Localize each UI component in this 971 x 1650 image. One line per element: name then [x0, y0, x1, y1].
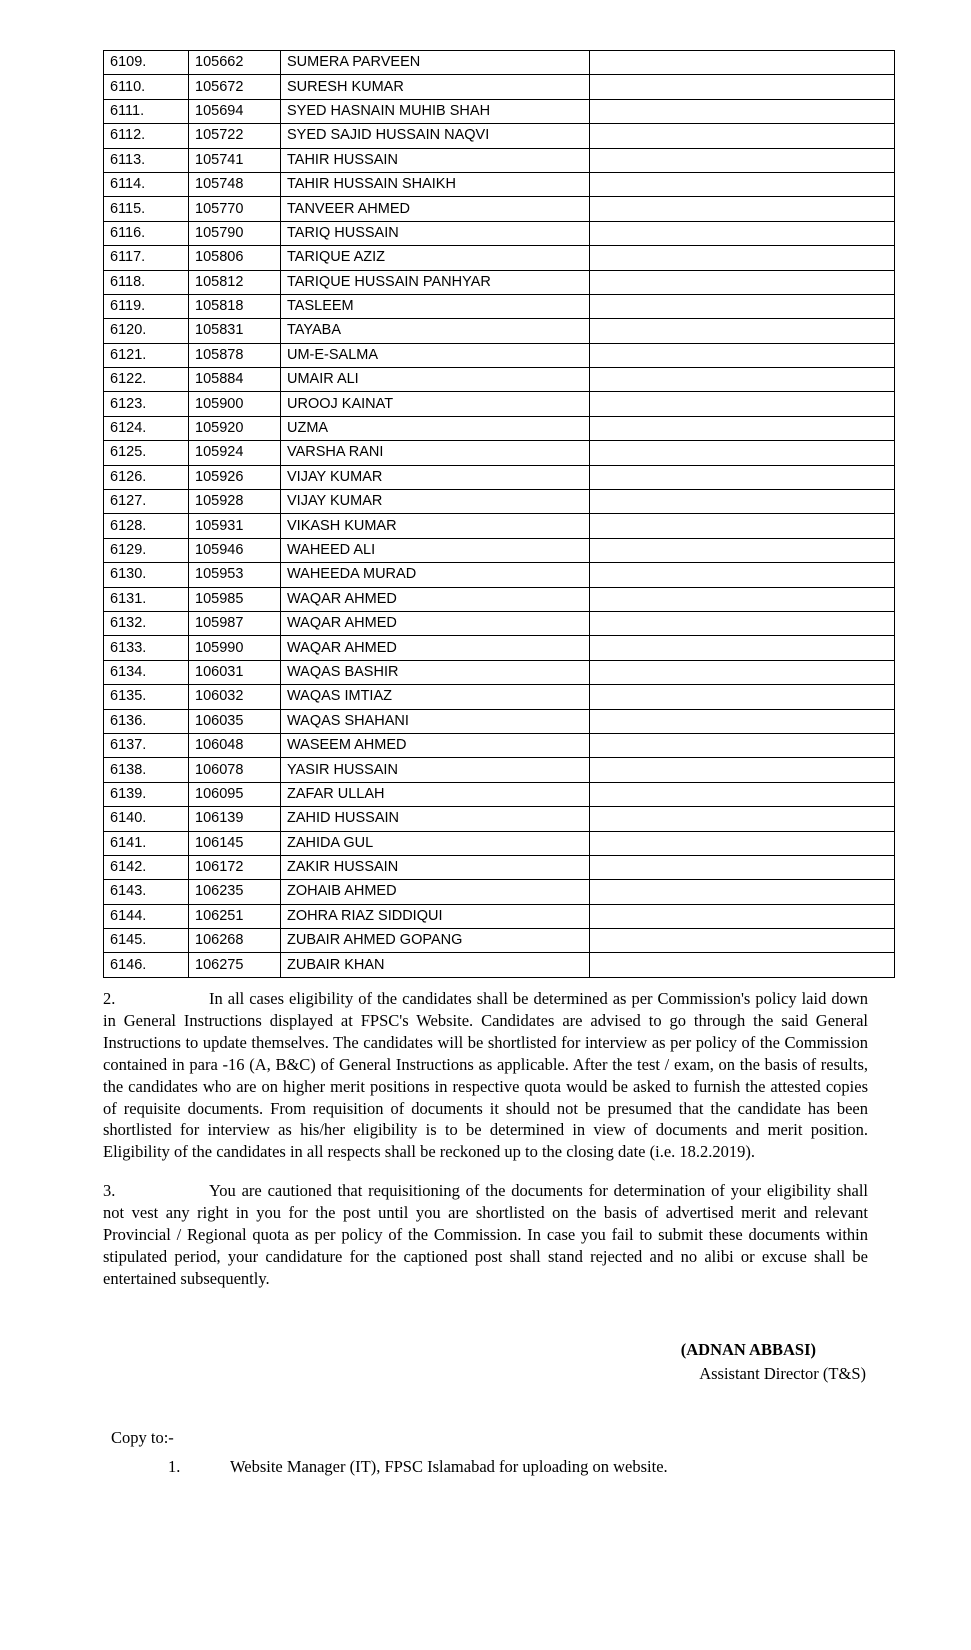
- table-row: [104, 270, 895, 294]
- cell-serial-number: 6145.: [104, 929, 189, 953]
- cell-roll-number: 105924: [189, 441, 281, 465]
- cell-serial-number: 6137.: [104, 733, 189, 757]
- cell-remarks: [590, 392, 895, 416]
- copy-to-heading: Copy to:-: [111, 1427, 174, 1447]
- cell-serial-number: 6121.: [104, 343, 189, 367]
- cell-roll-number: 106268: [189, 929, 281, 953]
- cell-serial-number: 6116.: [104, 221, 189, 245]
- cell-remarks: [590, 148, 895, 172]
- cell-roll-number: 105806: [189, 246, 281, 270]
- cell-roll-number: 105920: [189, 416, 281, 440]
- cell-remarks: [590, 880, 895, 904]
- cell-serial-number: 6109.: [104, 51, 189, 75]
- cell-remarks: [590, 99, 895, 123]
- cell-serial-number: 6111.: [104, 99, 189, 123]
- cell-roll-number: 105790: [189, 221, 281, 245]
- cell-candidate-name: WAHEEDA MURAD: [281, 563, 590, 587]
- cell-remarks: [590, 587, 895, 611]
- copy-to-item-index: 1.: [168, 1456, 181, 1476]
- cell-candidate-name: TANVEER AHMED: [281, 197, 590, 221]
- cell-roll-number: 105748: [189, 172, 281, 196]
- cell-remarks: [590, 221, 895, 245]
- cell-roll-number: 105884: [189, 368, 281, 392]
- cell-serial-number: 6112.: [104, 124, 189, 148]
- cell-serial-number: 6113.: [104, 148, 189, 172]
- cell-serial-number: 6118.: [104, 270, 189, 294]
- cell-roll-number: 105672: [189, 75, 281, 99]
- cell-serial-number: 6139.: [104, 782, 189, 806]
- cell-candidate-name: WASEEM AHMED: [281, 733, 590, 757]
- cell-remarks: [590, 246, 895, 270]
- cell-serial-number: 6126.: [104, 465, 189, 489]
- cell-roll-number: 105741: [189, 148, 281, 172]
- table-row: [104, 465, 895, 489]
- cell-candidate-name: UM-E-SALMA: [281, 343, 590, 367]
- table-row: [104, 904, 895, 928]
- cell-remarks: [590, 368, 895, 392]
- cell-candidate-name: SUMERA PARVEEN: [281, 51, 590, 75]
- cell-serial-number: 6120.: [104, 319, 189, 343]
- cell-roll-number: 106275: [189, 953, 281, 977]
- cell-candidate-name: UMAIR ALI: [281, 368, 590, 392]
- cell-roll-number: 105953: [189, 563, 281, 587]
- cell-roll-number: 105928: [189, 490, 281, 514]
- cell-candidate-name: TAYABA: [281, 319, 590, 343]
- cell-roll-number: 105990: [189, 636, 281, 660]
- cell-roll-number: 105722: [189, 124, 281, 148]
- table-row: [104, 660, 895, 684]
- cell-candidate-name: WAQAS BASHIR: [281, 660, 590, 684]
- cell-remarks: [590, 782, 895, 806]
- table-row: [104, 611, 895, 635]
- cell-roll-number: 106078: [189, 758, 281, 782]
- cell-serial-number: 6128.: [104, 514, 189, 538]
- cell-candidate-name: ZAKIR HUSSAIN: [281, 855, 590, 879]
- cell-remarks: [590, 904, 895, 928]
- cell-serial-number: 6117.: [104, 246, 189, 270]
- table-row: [104, 733, 895, 757]
- cell-roll-number: 105926: [189, 465, 281, 489]
- cell-serial-number: 6132.: [104, 611, 189, 635]
- table-row: [104, 294, 895, 318]
- cell-roll-number: 105900: [189, 392, 281, 416]
- cell-roll-number: 105946: [189, 538, 281, 562]
- cell-candidate-name: WAQAR AHMED: [281, 587, 590, 611]
- cell-roll-number: 105694: [189, 99, 281, 123]
- table-row: [104, 636, 895, 660]
- paragraph-2-number: 2.: [103, 988, 116, 1008]
- cell-serial-number: 6144.: [104, 904, 189, 928]
- cell-roll-number: 105770: [189, 197, 281, 221]
- table-row: [104, 929, 895, 953]
- table-row: [104, 392, 895, 416]
- cell-serial-number: 6143.: [104, 880, 189, 904]
- cell-candidate-name: UZMA: [281, 416, 590, 440]
- cell-roll-number: 106172: [189, 855, 281, 879]
- signatory-designation: Assistant Director (T&S): [699, 1363, 866, 1383]
- cell-serial-number: 6130.: [104, 563, 189, 587]
- table-row: [104, 246, 895, 270]
- table-row: [104, 172, 895, 196]
- document-content: [103, 50, 871, 1479]
- cell-roll-number: 106145: [189, 831, 281, 855]
- cell-roll-number: 106251: [189, 904, 281, 928]
- cell-candidate-name: TAHIR HUSSAIN: [281, 148, 590, 172]
- table-row: [104, 490, 895, 514]
- cell-serial-number: 6124.: [104, 416, 189, 440]
- cell-candidate-name: UROOJ KAINAT: [281, 392, 590, 416]
- table-row: [104, 880, 895, 904]
- table-row: [104, 855, 895, 879]
- table-row: [104, 416, 895, 440]
- cell-serial-number: 6110.: [104, 75, 189, 99]
- cell-remarks: [590, 733, 895, 757]
- cell-remarks: [590, 172, 895, 196]
- cell-remarks: [590, 758, 895, 782]
- table-row: [104, 99, 895, 123]
- cell-roll-number: 106035: [189, 709, 281, 733]
- cell-roll-number: 105878: [189, 343, 281, 367]
- cell-remarks: [590, 611, 895, 635]
- cell-candidate-name: VARSHA RANI: [281, 441, 590, 465]
- cell-candidate-name: TARIQ HUSSAIN: [281, 221, 590, 245]
- signatory-name: (ADNAN ABBASI): [680, 1340, 816, 1360]
- table-row: [104, 197, 895, 221]
- cell-roll-number: 105987: [189, 611, 281, 635]
- cell-serial-number: 6123.: [104, 392, 189, 416]
- cell-remarks: [590, 709, 895, 733]
- cell-remarks: [590, 343, 895, 367]
- table-row: [104, 514, 895, 538]
- cell-serial-number: 6119.: [104, 294, 189, 318]
- table-row: [104, 831, 895, 855]
- paragraph-2-text: In all cases eligibility of the candidates shall be determined as per Commission's policy laid down in General Instructions displayed at FPSC's Website. Candidates are advised to go through the said General Instructions to update themselves. The candidates will be shortlisted for interview as per policy of the Commission contained in para -16 (A, B&C) of General Instructions as applicable. After the test / exam, on the basis of results, the candidates who are on higher merit positions in respective quota would be asked to furnish the attested copies of requisite documents. From requisition of documents it should not be presumed that the candidate has been shortlisted for interview as his/her eligibility is to be determined in view of documents and merit position. Eligibility of the candidates in all respects shall be reckoned up to the closing date (i.e. 18.2.2019).: [103, 988, 868, 1162]
- table-row: [104, 587, 895, 611]
- cell-roll-number: 106032: [189, 685, 281, 709]
- cell-roll-number: 105831: [189, 319, 281, 343]
- cell-candidate-name: ZAHIDA GUL: [281, 831, 590, 855]
- cell-remarks: [590, 75, 895, 99]
- paragraph-3-number: 3.: [103, 1181, 116, 1201]
- cell-candidate-name: YASIR HUSSAIN: [281, 758, 590, 782]
- cell-serial-number: 6122.: [104, 368, 189, 392]
- cell-candidate-name: TARIQUE AZIZ: [281, 246, 590, 270]
- cell-candidate-name: TARIQUE HUSSAIN PANHYAR: [281, 270, 590, 294]
- paragraph-3-text: You are cautioned that requisitioning of the documents for determination of your eligibility shall not vest any right in you for the post until you are shortlisted on the basis of advertised merit and relevant Provincial / Regional quota as per policy of the Commission. In case you fail to submit these documents within stipulated period, your candidature for the captioned post shall stand rejected and no alibi or excuse shall be entertained subsequently.: [103, 1181, 868, 1289]
- copy-to-block: [103, 1426, 868, 1480]
- cell-roll-number: 105662: [189, 51, 281, 75]
- cell-serial-number: 6115.: [104, 197, 189, 221]
- cell-roll-number: 105931: [189, 514, 281, 538]
- cell-remarks: [590, 660, 895, 684]
- signature-block: [103, 1338, 868, 1386]
- cell-roll-number: 106235: [189, 880, 281, 904]
- table-row: [104, 758, 895, 782]
- cell-remarks: [590, 270, 895, 294]
- table-row: [104, 319, 895, 343]
- table-row: [104, 953, 895, 977]
- cell-remarks: [590, 124, 895, 148]
- cell-candidate-name: VIJAY KUMAR: [281, 490, 590, 514]
- cell-candidate-name: ZUBAIR KHAN: [281, 953, 590, 977]
- cell-candidate-name: SYED HASNAIN MUHIB SHAH: [281, 99, 590, 123]
- cell-candidate-name: TAHIR HUSSAIN SHAIKH: [281, 172, 590, 196]
- cell-candidate-name: ZAFAR ULLAH: [281, 782, 590, 806]
- cell-remarks: [590, 514, 895, 538]
- cell-candidate-name: WAHEED ALI: [281, 538, 590, 562]
- cell-roll-number: 106095: [189, 782, 281, 806]
- table-row: [104, 563, 895, 587]
- cell-remarks: [590, 294, 895, 318]
- cell-serial-number: 6141.: [104, 831, 189, 855]
- cell-serial-number: 6138.: [104, 758, 189, 782]
- cell-roll-number: 105818: [189, 294, 281, 318]
- cell-serial-number: 6131.: [104, 587, 189, 611]
- cell-serial-number: 6133.: [104, 636, 189, 660]
- paragraph-2: [103, 988, 868, 1164]
- cell-serial-number: 6146.: [104, 953, 189, 977]
- cell-candidate-name: VIKASH KUMAR: [281, 514, 590, 538]
- cell-candidate-name: ZUBAIR AHMED GOPANG: [281, 929, 590, 953]
- cell-remarks: [590, 197, 895, 221]
- cell-candidate-name: WAQAR AHMED: [281, 636, 590, 660]
- cell-serial-number: 6136.: [104, 709, 189, 733]
- cell-remarks: [590, 636, 895, 660]
- cell-roll-number: 105985: [189, 587, 281, 611]
- cell-remarks: [590, 490, 895, 514]
- cell-remarks: [590, 563, 895, 587]
- cell-remarks: [590, 807, 895, 831]
- table-row: [104, 807, 895, 831]
- table-row: [104, 538, 895, 562]
- cell-remarks: [590, 51, 895, 75]
- table-row: [104, 368, 895, 392]
- cell-serial-number: 6127.: [104, 490, 189, 514]
- cell-remarks: [590, 855, 895, 879]
- cell-candidate-name: TASLEEM: [281, 294, 590, 318]
- copy-to-item-text: Website Manager (IT), FPSC Islamabad for uploading on website.: [230, 1456, 668, 1476]
- cell-candidate-name: WAQAS IMTIAZ: [281, 685, 590, 709]
- cell-remarks: [590, 929, 895, 953]
- cell-roll-number: 106139: [189, 807, 281, 831]
- cell-candidate-name: ZOHRA RIAZ SIDDIQUI: [281, 904, 590, 928]
- paragraph-3: [103, 1180, 868, 1290]
- cell-candidate-name: VIJAY KUMAR: [281, 465, 590, 489]
- cell-remarks: [590, 465, 895, 489]
- cell-remarks: [590, 953, 895, 977]
- cell-roll-number: 106048: [189, 733, 281, 757]
- cell-remarks: [590, 416, 895, 440]
- cell-serial-number: 6129.: [104, 538, 189, 562]
- cell-remarks: [590, 685, 895, 709]
- copy-to-item: [168, 1455, 868, 1480]
- cell-serial-number: 6125.: [104, 441, 189, 465]
- table-row: [104, 51, 895, 75]
- cell-candidate-name: ZOHAIB AHMED: [281, 880, 590, 904]
- cell-roll-number: 106031: [189, 660, 281, 684]
- table-row: [104, 441, 895, 465]
- cell-serial-number: 6114.: [104, 172, 189, 196]
- candidates-table-body: [104, 51, 895, 978]
- table-row: [104, 709, 895, 733]
- candidates-table: [103, 50, 895, 978]
- table-row: [104, 221, 895, 245]
- table-row: [104, 148, 895, 172]
- table-row: [104, 343, 895, 367]
- cell-remarks: [590, 319, 895, 343]
- table-row: [104, 782, 895, 806]
- cell-remarks: [590, 441, 895, 465]
- cell-remarks: [590, 831, 895, 855]
- cell-serial-number: 6142.: [104, 855, 189, 879]
- document-page: [0, 50, 971, 1650]
- cell-candidate-name: SURESH KUMAR: [281, 75, 590, 99]
- cell-candidate-name: ZAHID HUSSAIN: [281, 807, 590, 831]
- cell-serial-number: 6134.: [104, 660, 189, 684]
- cell-serial-number: 6135.: [104, 685, 189, 709]
- table-row: [104, 685, 895, 709]
- cell-roll-number: 105812: [189, 270, 281, 294]
- cell-serial-number: 6140.: [104, 807, 189, 831]
- cell-remarks: [590, 538, 895, 562]
- table-row: [104, 75, 895, 99]
- cell-candidate-name: SYED SAJID HUSSAIN NAQVI: [281, 124, 590, 148]
- cell-candidate-name: WAQAR AHMED: [281, 611, 590, 635]
- table-row: [104, 124, 895, 148]
- cell-candidate-name: WAQAS SHAHANI: [281, 709, 590, 733]
